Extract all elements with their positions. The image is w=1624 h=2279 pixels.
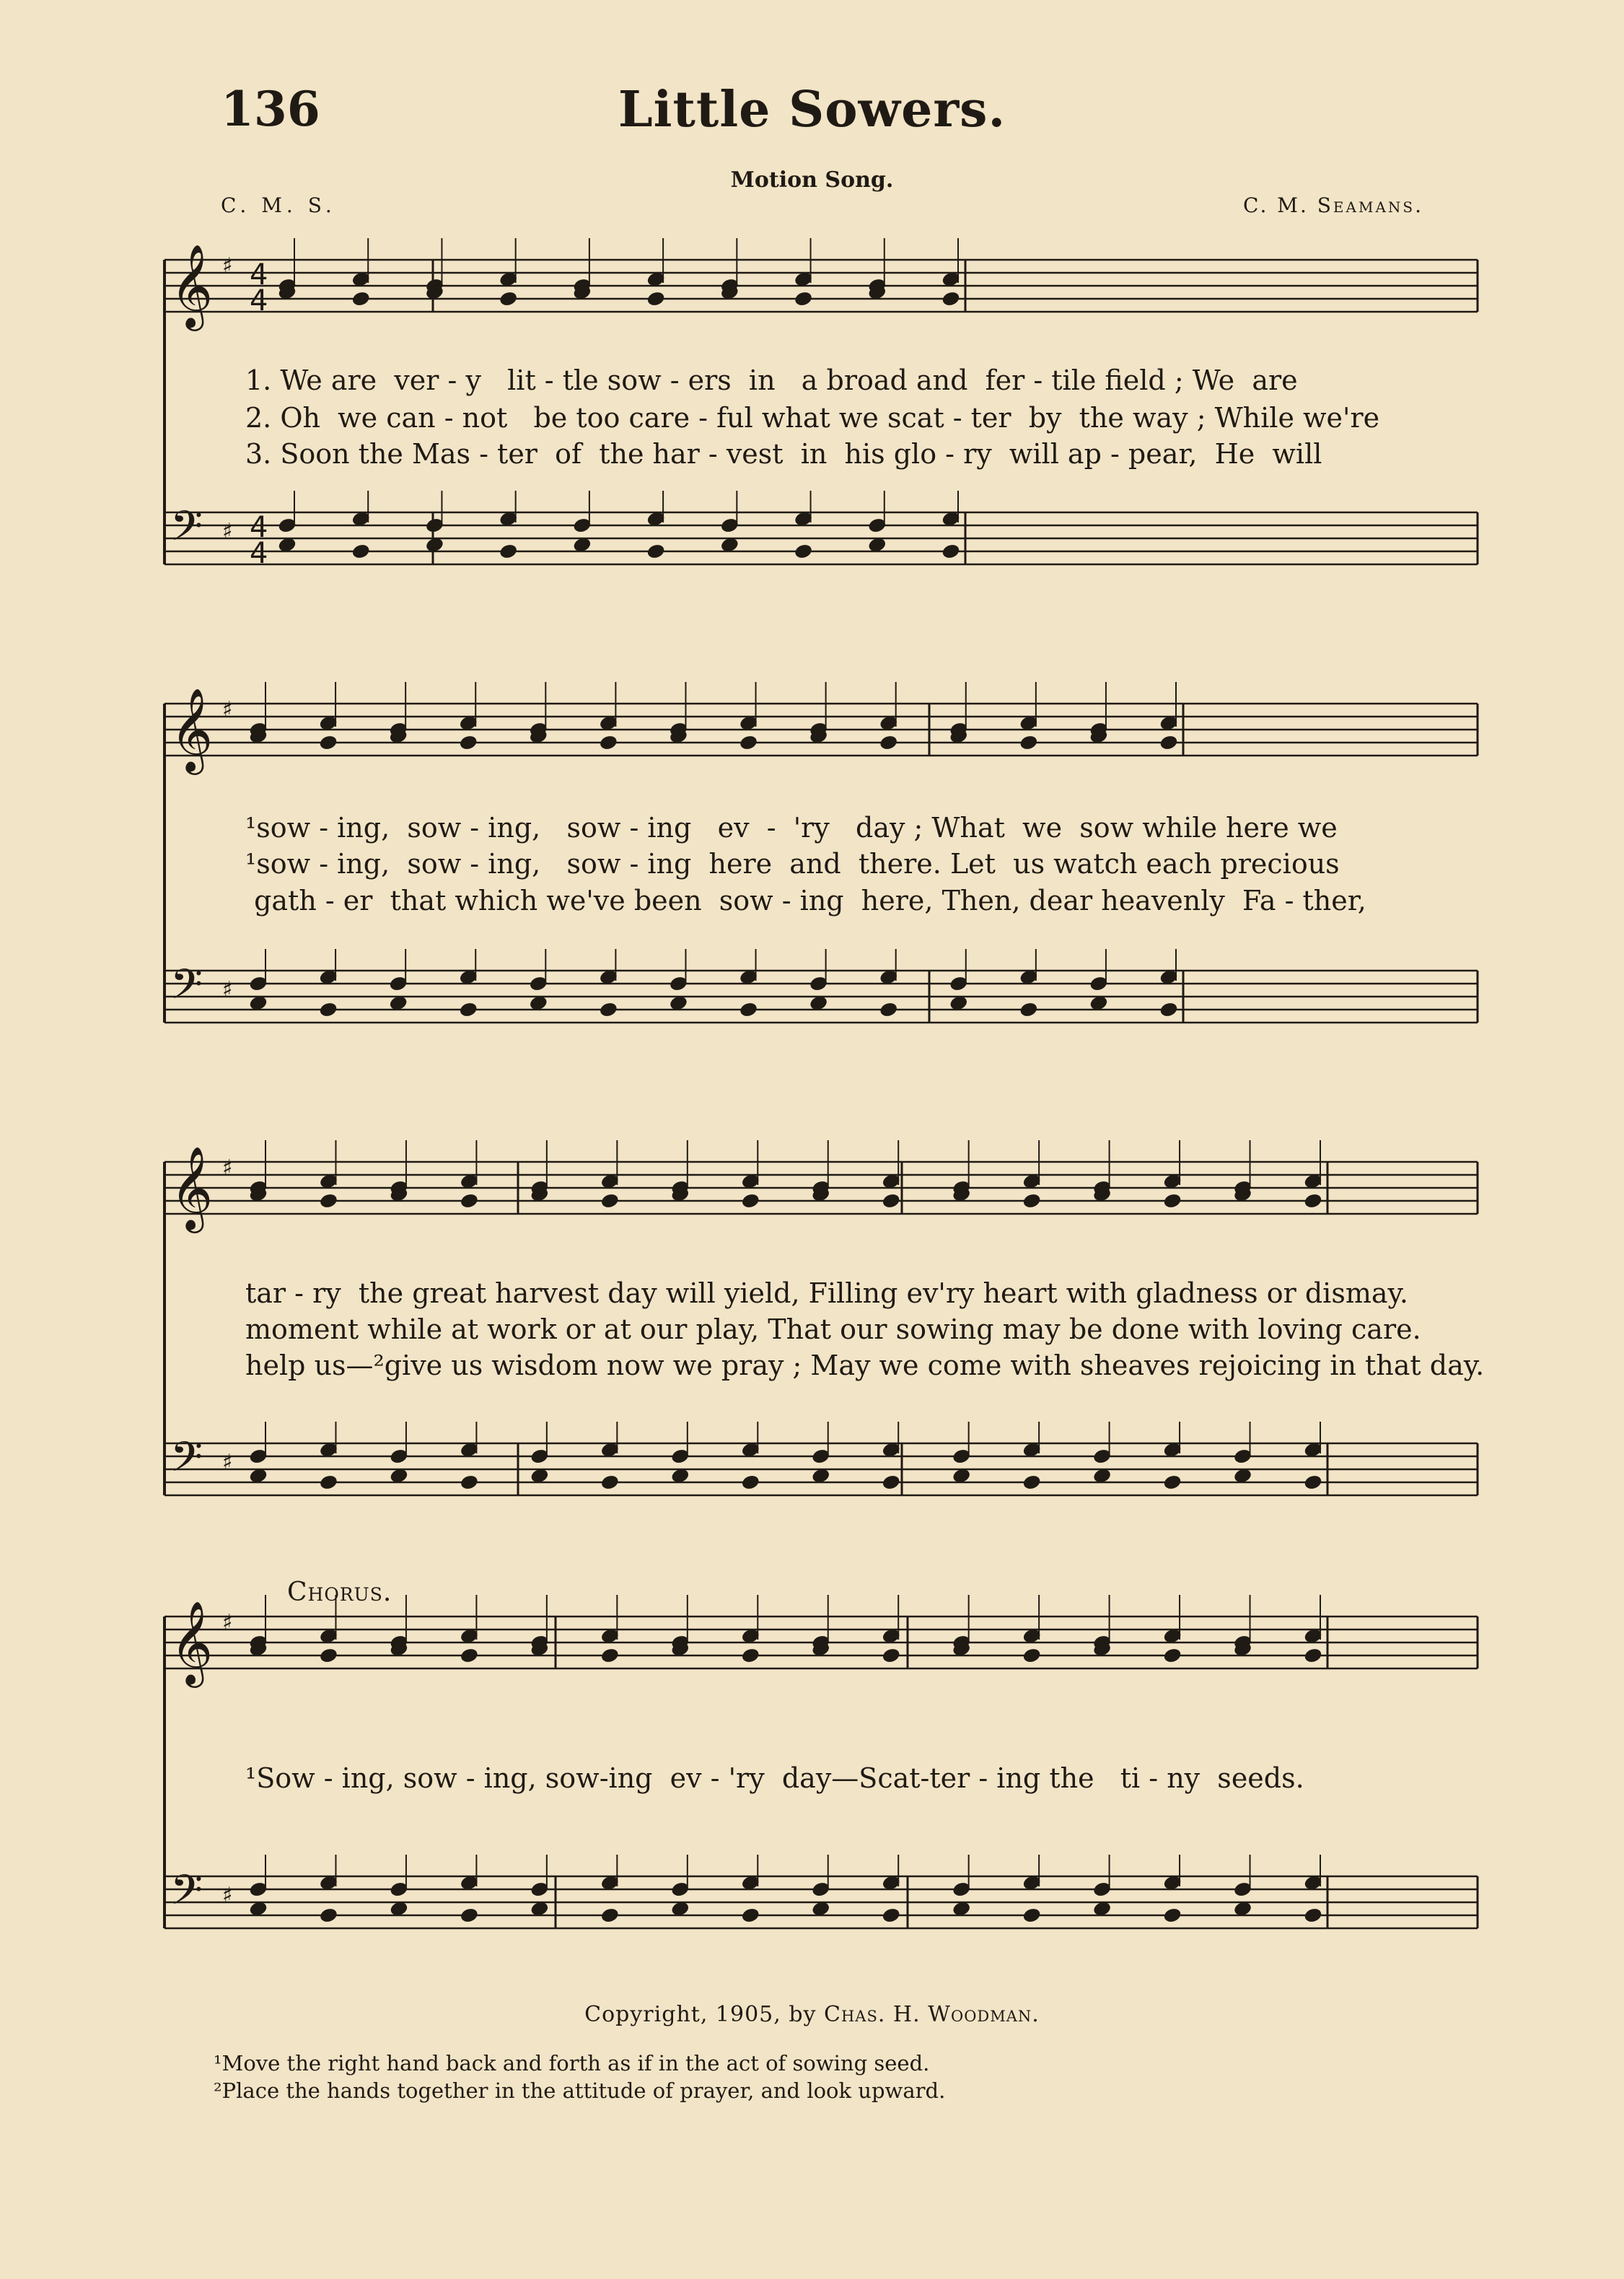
copyright-prefix: Copyright, 1905, by (584, 2002, 817, 2027)
note-head (1163, 1907, 1182, 1924)
lyrics-verse2-system3: moment while at work or at our play, That our sowing may be done with loving care. (245, 1313, 1421, 1345)
note-head (599, 1002, 618, 1018)
note-head (1304, 1193, 1322, 1210)
note-head (460, 1474, 478, 1491)
note-head (879, 1002, 898, 1018)
note-head (882, 1648, 900, 1664)
note-head (1159, 735, 1178, 751)
note-head (741, 1474, 760, 1491)
note-head (794, 291, 812, 307)
note-head (646, 291, 665, 307)
note-head (600, 1193, 619, 1210)
sharp-key-signature-icon: ♯ (222, 519, 233, 544)
note-head (794, 543, 812, 560)
sharp-key-signature-icon: ♯ (222, 1883, 233, 1908)
lyricist-credit: C. M. S. (221, 193, 336, 217)
sharp-key-signature-icon: ♯ (222, 1610, 233, 1635)
note-head (1304, 1648, 1322, 1664)
note-head (882, 1907, 900, 1924)
copyright-line (0, 2002, 1624, 2027)
sharp-key-signature-icon: ♯ (222, 1450, 233, 1475)
note-head (600, 1474, 619, 1491)
sharp-key-signature-icon: ♯ (222, 1155, 233, 1181)
lyrics-verse2-system1: 2. Oh we can - not be too care - ful what we scat - ter by the way ; While we're (245, 402, 1380, 434)
note-head (319, 1907, 338, 1924)
treble-clef-icon: 𝄞 (170, 243, 214, 328)
note-head (319, 735, 338, 751)
note-head (351, 291, 370, 307)
sharp-key-signature-icon: ♯ (222, 253, 233, 279)
note-head (1022, 1907, 1041, 1924)
time-signature-numerator: 4 (250, 511, 268, 544)
song-subtitle: Motion Song. (730, 167, 894, 193)
note-head (741, 1648, 760, 1664)
lyrics-verse3-system2: gath - er that which we've been sow - ing here, Then, dear heavenly Fa - ther, (245, 885, 1366, 917)
lyrics-chorus: ¹Sow - ing, sow - ing, sow-ing ev - 'ry day—Scat-ter - ing the ti - ny seeds. (245, 1762, 1304, 1794)
time-signature-denominator: 4 (250, 537, 268, 570)
note-head (460, 1907, 478, 1924)
note-head (459, 735, 478, 751)
note-head (499, 543, 518, 560)
note-head (739, 1002, 758, 1018)
note-head (1159, 1002, 1178, 1018)
note-head (942, 291, 960, 307)
note-head (741, 1193, 760, 1210)
note-head (459, 1002, 478, 1018)
note-head (600, 1648, 619, 1664)
note-head (1022, 1648, 1041, 1664)
note-head (351, 543, 370, 560)
note-head (1304, 1907, 1322, 1924)
bass-clef-icon: 𝄢 (170, 960, 203, 1019)
note-head (882, 1193, 900, 1210)
note-head (499, 291, 518, 307)
treble-clef-icon: 𝄞 (170, 1145, 214, 1230)
lyrics-verse1-system3: tar - ry the great harvest day will yield, Filling ev'ry heart with gladness or dismay. (245, 1277, 1409, 1309)
note-head (319, 1474, 338, 1491)
lyrics-verse1-system2: ¹sow - ing, sow - ing, sow - ing ev - 'ry day ; What we sow while here we (245, 812, 1338, 844)
sharp-key-signature-icon: ♯ (222, 697, 233, 722)
note-head (1163, 1474, 1182, 1491)
lyrics-verse2-system2: ¹sow - ing, sow - ing, sow - ing here and there. Let us watch each precious (245, 848, 1340, 880)
bass-clef-icon: 𝄢 (170, 1432, 203, 1492)
note-head (1304, 1474, 1322, 1491)
note-head (739, 735, 758, 751)
treble-clef-icon: 𝄞 (170, 1600, 214, 1684)
time-signature-denominator: 4 (250, 284, 268, 318)
lyrics-verse3-system3: help us—²give us wisdom now we pray ; May we come with sheaves rejoicing in that day. (245, 1350, 1485, 1381)
note-head (879, 735, 898, 751)
song-title: Little Sowers. (618, 81, 1006, 139)
page-number: 136 (221, 81, 320, 137)
footnote-1: ¹Move the right hand back and forth as if in the act of sowing seed. (214, 2051, 930, 2075)
note-head (646, 543, 665, 560)
bass-clef-icon: 𝄢 (170, 1865, 203, 1925)
note-head (319, 1002, 338, 1018)
note-head (1163, 1648, 1182, 1664)
lyrics-verse3-system1: 3. Soon the Mas - ter of the har - vest in his glo - ry will ap - pear, He will (245, 438, 1322, 470)
note-head (460, 1648, 478, 1664)
lyrics-verse1-system1: 1. We are ver - y lit - tle sow - ers in a broad and fer - tile field ; We are (245, 364, 1298, 396)
copyright-holder: Chas. H. Woodman. (824, 2002, 1040, 2027)
bass-clef-icon: 𝄢 (170, 502, 203, 561)
note-head (460, 1193, 478, 1210)
note-head (319, 1648, 338, 1664)
note-head (1022, 1474, 1041, 1491)
footnote-2: ²Place the hands together in the attitude of prayer, and look upward. (214, 2078, 946, 2103)
sharp-key-signature-icon: ♯ (222, 977, 233, 1002)
note-head (1019, 735, 1038, 751)
note-head (599, 735, 618, 751)
chorus-label: Chorus. (287, 1578, 392, 1607)
note-head (882, 1474, 900, 1491)
note-head (1019, 1002, 1038, 1018)
note-head (1022, 1193, 1041, 1210)
time-signature-numerator: 4 (250, 258, 268, 292)
treble-clef-icon: 𝄞 (170, 687, 214, 771)
composer-credit: C. M. Seamans. (1243, 193, 1423, 217)
note-head (741, 1907, 760, 1924)
note-head (600, 1907, 619, 1924)
note-head (319, 1193, 338, 1210)
note-head (942, 543, 960, 560)
note-head (1163, 1193, 1182, 1210)
